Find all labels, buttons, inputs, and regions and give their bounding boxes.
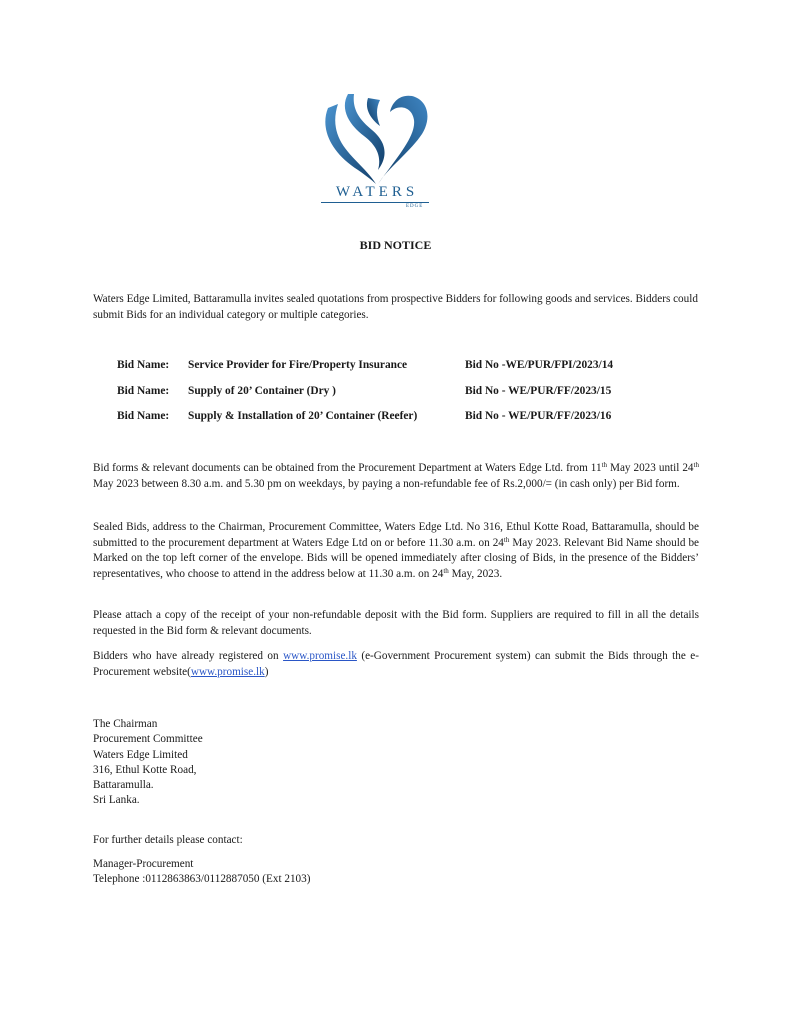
page-title: BID NOTICE — [359, 238, 432, 252]
bid-key-label: Bid Name: — [117, 410, 170, 422]
promise-website-link[interactable]: www.promise.lk — [190, 665, 265, 678]
intro-paragraph: Waters Edge Limited, Battaramulla invites sealed quotations from prospective Bidders for following goods and services. Bidders could submit Bids for an individual category or multiple categories. — [93, 293, 698, 321]
bid-forms-paragraph: Bid forms & relevant documents can be obtained from the Procurement Department at Waters Edge Ltd. from 11th May 2023 until 24th May 2023 between 8.30 a.m. and 5.30 pm on weekdays, by paying a non-refundable fee of Rs.2,000/= (in cash only) per Bid form. — [93, 461, 699, 490]
promise-link[interactable]: www.promise.lk — [283, 650, 357, 662]
contact-telephone: Telephone :0112863863/0112887050 (Ext 2103) — [93, 873, 311, 886]
bid-key-label: Bid Name: — [117, 385, 170, 397]
address-line: 316, Ethul Kotte Road, — [93, 763, 197, 776]
bid-key-label: Bid Name: — [117, 359, 170, 371]
contact-details — [93, 857, 310, 888]
bid-number: Bid No - WE/PUR/FF/2023/15 — [465, 385, 612, 397]
eprocurement-paragraph: Bidders who have already registered on www.promise.lk (e-Government Procurement system) can submit the Bids through the e-Procurement website(www.promise.lk) — [93, 650, 699, 678]
address-line: Waters Edge Limited — [93, 748, 188, 761]
address-line: Battaramulla. — [93, 779, 154, 792]
contact-role: Manager-Procurement — [93, 858, 194, 870]
logo-mark-icon — [318, 90, 434, 190]
logo-wordmark: WATERS — [335, 184, 419, 200]
bid-number: Bid No -WE/PUR/FPI/2023/14 — [465, 359, 614, 371]
logo-underline — [321, 202, 429, 203]
bid-row — [117, 410, 677, 426]
bid-name: Supply & Installation of 20’ Container (Reefer) — [188, 410, 418, 422]
bid-number: Bid No - WE/PUR/FF/2023/16 — [465, 410, 612, 422]
contact-intro: For further details please contact: — [93, 834, 243, 846]
bid-row — [117, 385, 677, 401]
bid-name: Service Provider for Fire/Property Insurance — [188, 359, 408, 371]
address-block — [93, 717, 203, 809]
submission-paragraph: Sealed Bids, address to the Chairman, Procurement Committee, Waters Edge Ltd. No 316, Ethul Kotte Road, Battaramulla, should be submitted to the procurement department at Waters Edge Ltd on or before 11.30 a.m. on 24th May 2023. Relevant Bid Name should be Marked on the top left corner of the envelope. Bids will be opened immediately after closing of Bids, in the presence of the Bidders’ representatives, who choose to attend in the address below at 11.30 a.m. on 24th May, 2023. — [93, 521, 700, 580]
logo-subtext: EDGE — [406, 204, 424, 209]
address-line: Sri Lanka. — [93, 794, 140, 807]
address-line: Procurement Committee — [93, 733, 203, 746]
bid-row — [117, 359, 677, 375]
address-line: The Chairman — [93, 718, 158, 730]
bid-name: Supply of 20’ Container (Dry ) — [188, 385, 336, 397]
receipt-paragraph: Please attach a copy of the receipt of your non-refundable deposit with the Bid form. Suppliers are required to fill in all the details requested in the Bid form & relevant documents. — [93, 609, 699, 637]
